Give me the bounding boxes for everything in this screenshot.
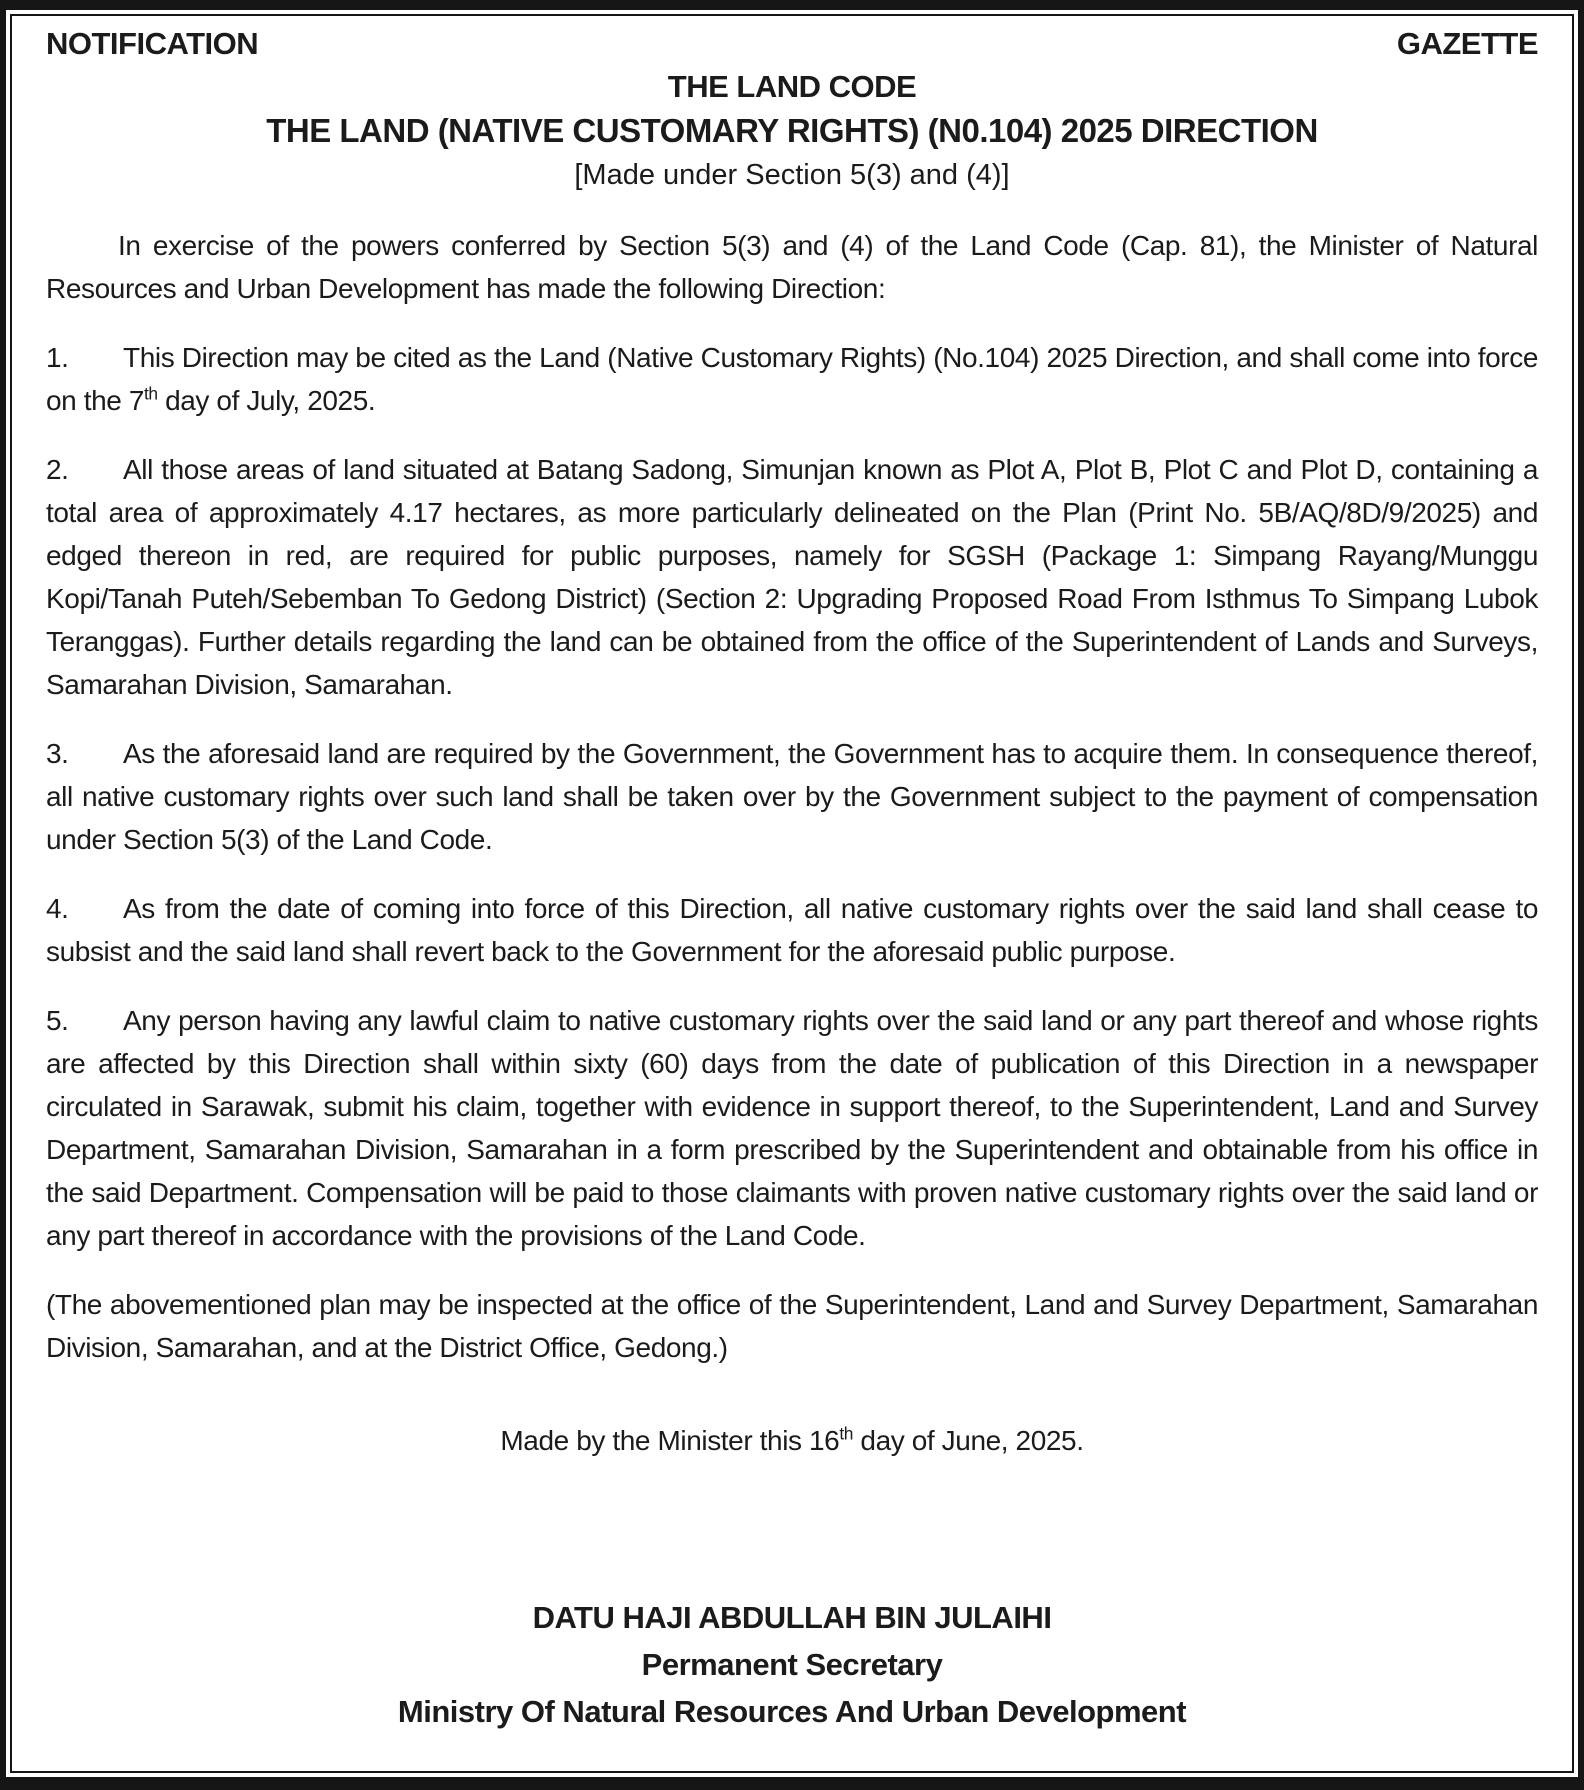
intro-paragraph: In exercise of the powers conferred by Section 5(3) and (4) of the Land Code (Cap. 81), the Minister of Natural Resources and Urban Development has made the following Direction:	[46, 230, 1538, 304]
paragraph-1-ordinal-suffix: th	[144, 383, 158, 404]
paragraph-5	[46, 999, 1538, 1257]
signature-block	[46, 1594, 1538, 1735]
paragraph-1	[46, 336, 1538, 422]
paragraph-2-text: All those areas of land situated at Batang Sadong, Simunjan known as Plot A, Plot B, Plot C and Plot D, containing a total area of approximately 4.17 hectares, as more particularly delineated on the Plan (Print No. 5B/AQ/8D/9/2025) and edged thereon in red, are required for public purposes, namely for SGSH (Package 1: Simpang Rayang/Munggu Kopi/Tanah Puteh/Sebemban To Gedong District) (Section 2: Upgrading Proposed Road From Isthmus To Simpang Lubok Teranggas). Further details regarding the land can be obtained from the office of the Superintendent of Lands and Surveys, Samarahan Division, Samarahan.	[46, 454, 1538, 700]
paragraph-3-number: 3.	[46, 738, 69, 769]
gazette-label: GAZETTE	[1396, 26, 1538, 61]
paragraph-3-text: As the aforesaid land are required by the Government, the Government has to acquire them. In consequence thereof, all native customary rights over such land shall be taken over by the Government subject to the payment of compensation under Section 5(3) of the Land Code.	[46, 738, 1538, 855]
paragraph-1-text: This Direction may be cited as the Land (Native Customary Rights) (No.104) 2025 Direction, and shall come into force on the 7	[46, 342, 1538, 416]
paragraph-1-text-cont: day of July, 2025.	[157, 385, 376, 416]
paragraph-4-number: 4.	[46, 893, 69, 924]
title-block	[46, 66, 1538, 196]
made-by-ordinal-suffix: th	[839, 1423, 854, 1444]
paragraph-4-text: As from the date of coming into force of this Direction, all native customary rights over the said land shall cease to subsist and the said land shall revert back to the Government for the aforesaid public purpose.	[46, 893, 1538, 967]
signature-ministry: Ministry Of Natural Resources And Urban Development	[397, 1694, 1187, 1729]
signature-role: Permanent Secretary	[641, 1647, 943, 1682]
paragraph-3	[46, 732, 1538, 861]
paragraph-4	[46, 887, 1538, 973]
plan-inspection-note: (The abovementioned plan may be inspected at the office of the Superintendent, Land and Survey Department, Samarahan Division, Samarahan, and at the District Office, Gedong.)	[46, 1289, 1538, 1363]
paragraph-5-text: Any person having any lawful claim to native customary rights over the said land or any part thereof and whose rights are affected by this Direction shall within sixty (60) days from the date of publication of this Direction in a newspaper circulated in Sarawak, submit his claim, together with evidence in support thereof, to the Superintendent, Land and Survey Department, Samarahan Division, Samarahan in a form prescribed by the Superintendent and obtainable from his office in the said Department. Compensation will be paid to those claimants with proven native customary rights over the said land or any part thereof in accordance with the provisions of the Land Code.	[46, 1005, 1538, 1251]
made-by-text: Made by the Minister this 16	[500, 1425, 840, 1456]
doc-title-line-1: THE LAND CODE	[667, 69, 917, 104]
doc-title-line-3: [Made under Section 5(3) and (4)]	[574, 159, 1010, 191]
signature-name: DATU HAJI ABDULLAH BIN JULAIHI	[532, 1600, 1052, 1635]
doc-title-line-2: THE LAND (NATIVE CUSTOMARY RIGHTS) (N0.104) 2025 DIRECTION	[266, 112, 1318, 149]
notification-label: NOTIFICATION	[46, 26, 259, 61]
document-header	[46, 26, 1538, 62]
paragraph-2	[46, 448, 1538, 706]
paragraph-1-number: 1.	[46, 342, 69, 373]
made-by-text-cont: day of June, 2025.	[853, 1425, 1084, 1456]
made-by-line	[46, 1419, 1538, 1462]
document-frame	[10, 14, 1574, 1773]
paragraph-2-number: 2.	[46, 454, 69, 485]
paragraph-5-number: 5.	[46, 1005, 69, 1036]
